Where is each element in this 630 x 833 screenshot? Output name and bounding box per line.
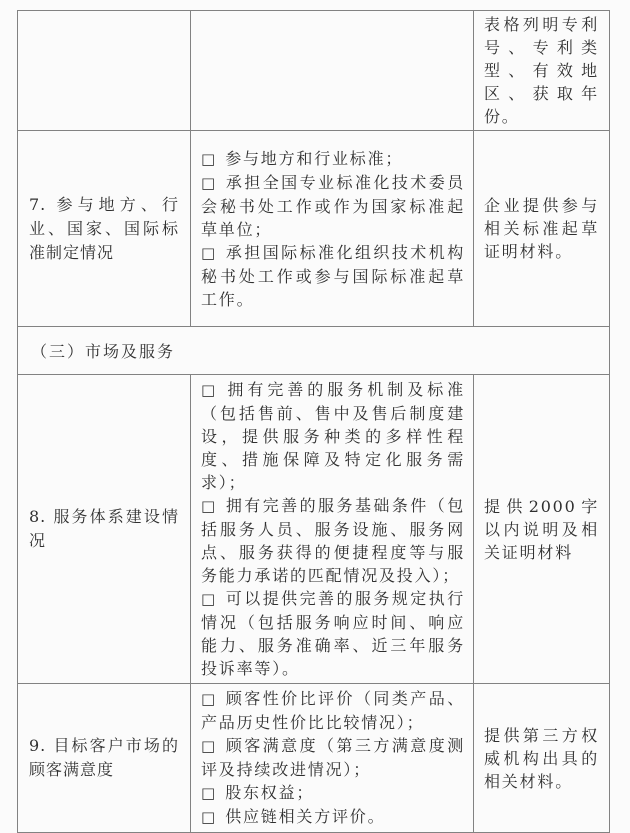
checkbox-icon[interactable]: □	[201, 173, 216, 192]
options-cell	[191, 131, 474, 327]
section-header: （三）市场及服务	[18, 327, 610, 375]
checklist-item	[201, 494, 465, 587]
checkbox-icon[interactable]: □	[201, 784, 216, 802]
checklist-item-text: 拥有完善的服务基础条件（包括服务人员、服务设施、服务网点、服务获得的便捷程度等与服务能力承诺的匹配情况及投入）；	[201, 496, 465, 585]
checkbox-icon[interactable]: □	[201, 808, 216, 826]
evidence-cell: 表格列明专利号、专利类型、有效地区、获取年份。	[474, 11, 610, 131]
checklist-item	[201, 587, 465, 680]
evidence-cell: 提供2000字以内说明及相关证明材料	[474, 375, 610, 684]
checkbox-icon[interactable]: □	[201, 690, 216, 708]
checklist-item	[201, 805, 465, 829]
checkbox-icon[interactable]: □	[201, 243, 216, 262]
evidence-cell: 提供第三方权威机构出具的相关材料。	[474, 684, 610, 833]
table-row-standards	[18, 131, 610, 327]
criteria-cell: 7. 参与地方、行业、国家、国际标准制定情况	[18, 131, 191, 327]
options-cell	[191, 684, 474, 833]
criteria-cell-empty	[18, 11, 191, 131]
checkbox-icon[interactable]: □	[201, 381, 218, 399]
table-row-customer-satisfaction	[18, 684, 610, 833]
checklist-item	[201, 241, 465, 311]
checkbox-icon[interactable]: □	[201, 497, 216, 515]
checklist-item-text: 承担国际标准化组织技术机构秘书处工作或参与国际标准起草工作。	[201, 242, 465, 309]
criteria-cell: 8. 服务体系建设情况	[18, 375, 191, 684]
checkbox-icon[interactable]: □	[201, 149, 216, 168]
checklist-item	[201, 147, 465, 171]
checklist-item	[201, 781, 465, 805]
checklist-item-text: 供应链相关方评价。	[225, 807, 386, 826]
table-row-section-header	[18, 327, 610, 375]
checklist-item-text: 股东权益；	[225, 783, 315, 802]
checklist-item-text: 可以提供完善的服务规定执行情况（包括服务响应时间、响应能力、服务准确率、近三年服务投诉率等）。	[201, 589, 465, 678]
checkbox-icon[interactable]: □	[201, 737, 216, 755]
table-row-service-system	[18, 375, 610, 684]
checklist-item	[201, 378, 465, 494]
checkbox-icon[interactable]: □	[201, 590, 216, 608]
table-row-patent-evidence	[18, 11, 610, 131]
checklist-item	[201, 171, 465, 241]
criteria-cell: 9. 目标客户市场的顾客满意度	[18, 684, 191, 833]
checklist-item	[201, 734, 465, 781]
checklist-item-text: 顾客性价比评价（同类产品、产品历史性价比比较情况）；	[201, 689, 465, 732]
checklist-item-text: 拥有完善的服务机制及标准（包括售前、售中及售后制度建设，提供服务种类的多样性程度、措施保障及特定化服务需求）；	[201, 380, 465, 492]
checklist-item	[201, 687, 465, 734]
options-cell-empty	[191, 11, 474, 131]
options-cell	[191, 375, 474, 684]
checklist-item-text: 顾客满意度（第三方满意度测评及持续改进情况）；	[201, 736, 465, 779]
checklist-item-text: 承担全国专业标准化技术委员会秘书处工作或作为国家标准起草单位；	[201, 172, 465, 239]
evidence-cell: 企业提供参与相关标准起草证明材料。	[474, 131, 610, 327]
evaluation-table	[17, 10, 610, 833]
checklist-item-text: 参与地方和行业标准；	[225, 148, 404, 168]
